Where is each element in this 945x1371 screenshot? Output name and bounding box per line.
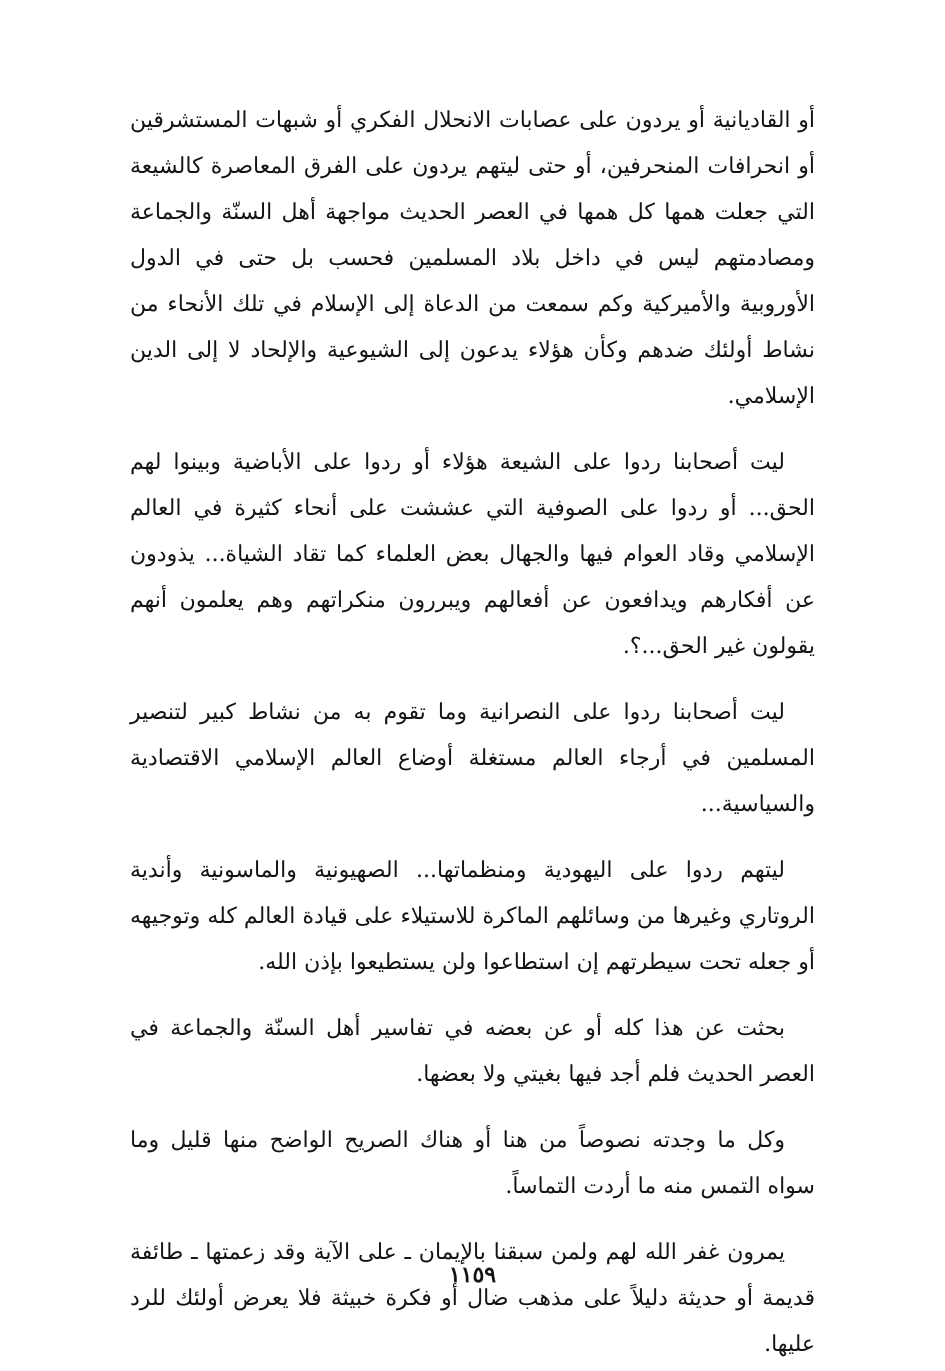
paragraph: ليت أصحابنا ردوا على الشيعة هؤلاء أو ردوا على الأباضية وبينوا لهم الحق... أو ردوا على الصوفية التي عششت على أنحاء كثيرة في العالم الإسلامي وقاد العوام فيها والجهال بعض العلماء كما تقاد الشياة... يذودون عن أفكارهم ويدافعون عن أفعالهم ويبررون منكراتهم وهم يعلمون أنهم يقولون غير الحق...؟. xyxy=(130,450,815,659)
paragraph: بحثت عن هذا كله أو عن بعضه في تفاسير أهل السنّة والجماعة في العصر الحديث فلم أجد فيها بغيتي ولا بعضها. xyxy=(130,1016,815,1087)
page-number: ١١٥٩ xyxy=(448,1262,497,1288)
paragraph: يمرون غفر الله لهم ولمن سبقنا بالإيمان ـ على الآية وقد زعمتها ـ طائفة قديمة أو حديثة دليلاً على مذهب ضال أو فكرة خبيثة فلا يعرض أولئك للرد عليها. xyxy=(130,1240,815,1357)
paragraph: ليت أصحابنا ردوا على النصرانية وما تقوم به من نشاط كبير لتنصير المسلمين في أرجاء العالم مستغلة أوضاع العالم الإسلامي الاقتصادية والسياسية... xyxy=(130,700,815,817)
page-body xyxy=(130,98,815,1368)
paragraph: ليتهم ردوا على اليهودية ومنظماتها... الصهيونية والماسونية وأندية الروتاري وغيرها من وسائلهم الماكرة للاستيلاء على قيادة العالم كله وتوجيهه أو جعله تحت سيطرتهم إن استطاعوا ولن يستطيعوا بإذن الله. xyxy=(130,858,815,975)
paragraph: أو القاديانية أو يردون على عصابات الانحلال الفكري أو شبهات المستشرقين أو انحرافات المنحرفين، أو حتى ليتهم يردون على الفرق المعاصرة كالشيعة التي جعلت همها كل همها في العصر الحديث مواجهة أهل السنّة والجماعة ومصادمتهم ليس في داخل بلاد المسلمين فحسب بل حتى في الدول الأوروبية والأميركية وكم سمعت من الدعاة إلى الإسلام في تلك الأنحاء من نشاط أولئك ضدهم وكأن هؤلاء يدعون إلى الشيوعية والإلحاد لا إلى الدين الإسلامي. xyxy=(130,108,815,409)
paragraph: وكل ما وجدته نصوصاً من هنا أو هناك الصريح الواضح منها قليل وما سواه التمس منه ما أردت التماساً. xyxy=(130,1128,815,1199)
